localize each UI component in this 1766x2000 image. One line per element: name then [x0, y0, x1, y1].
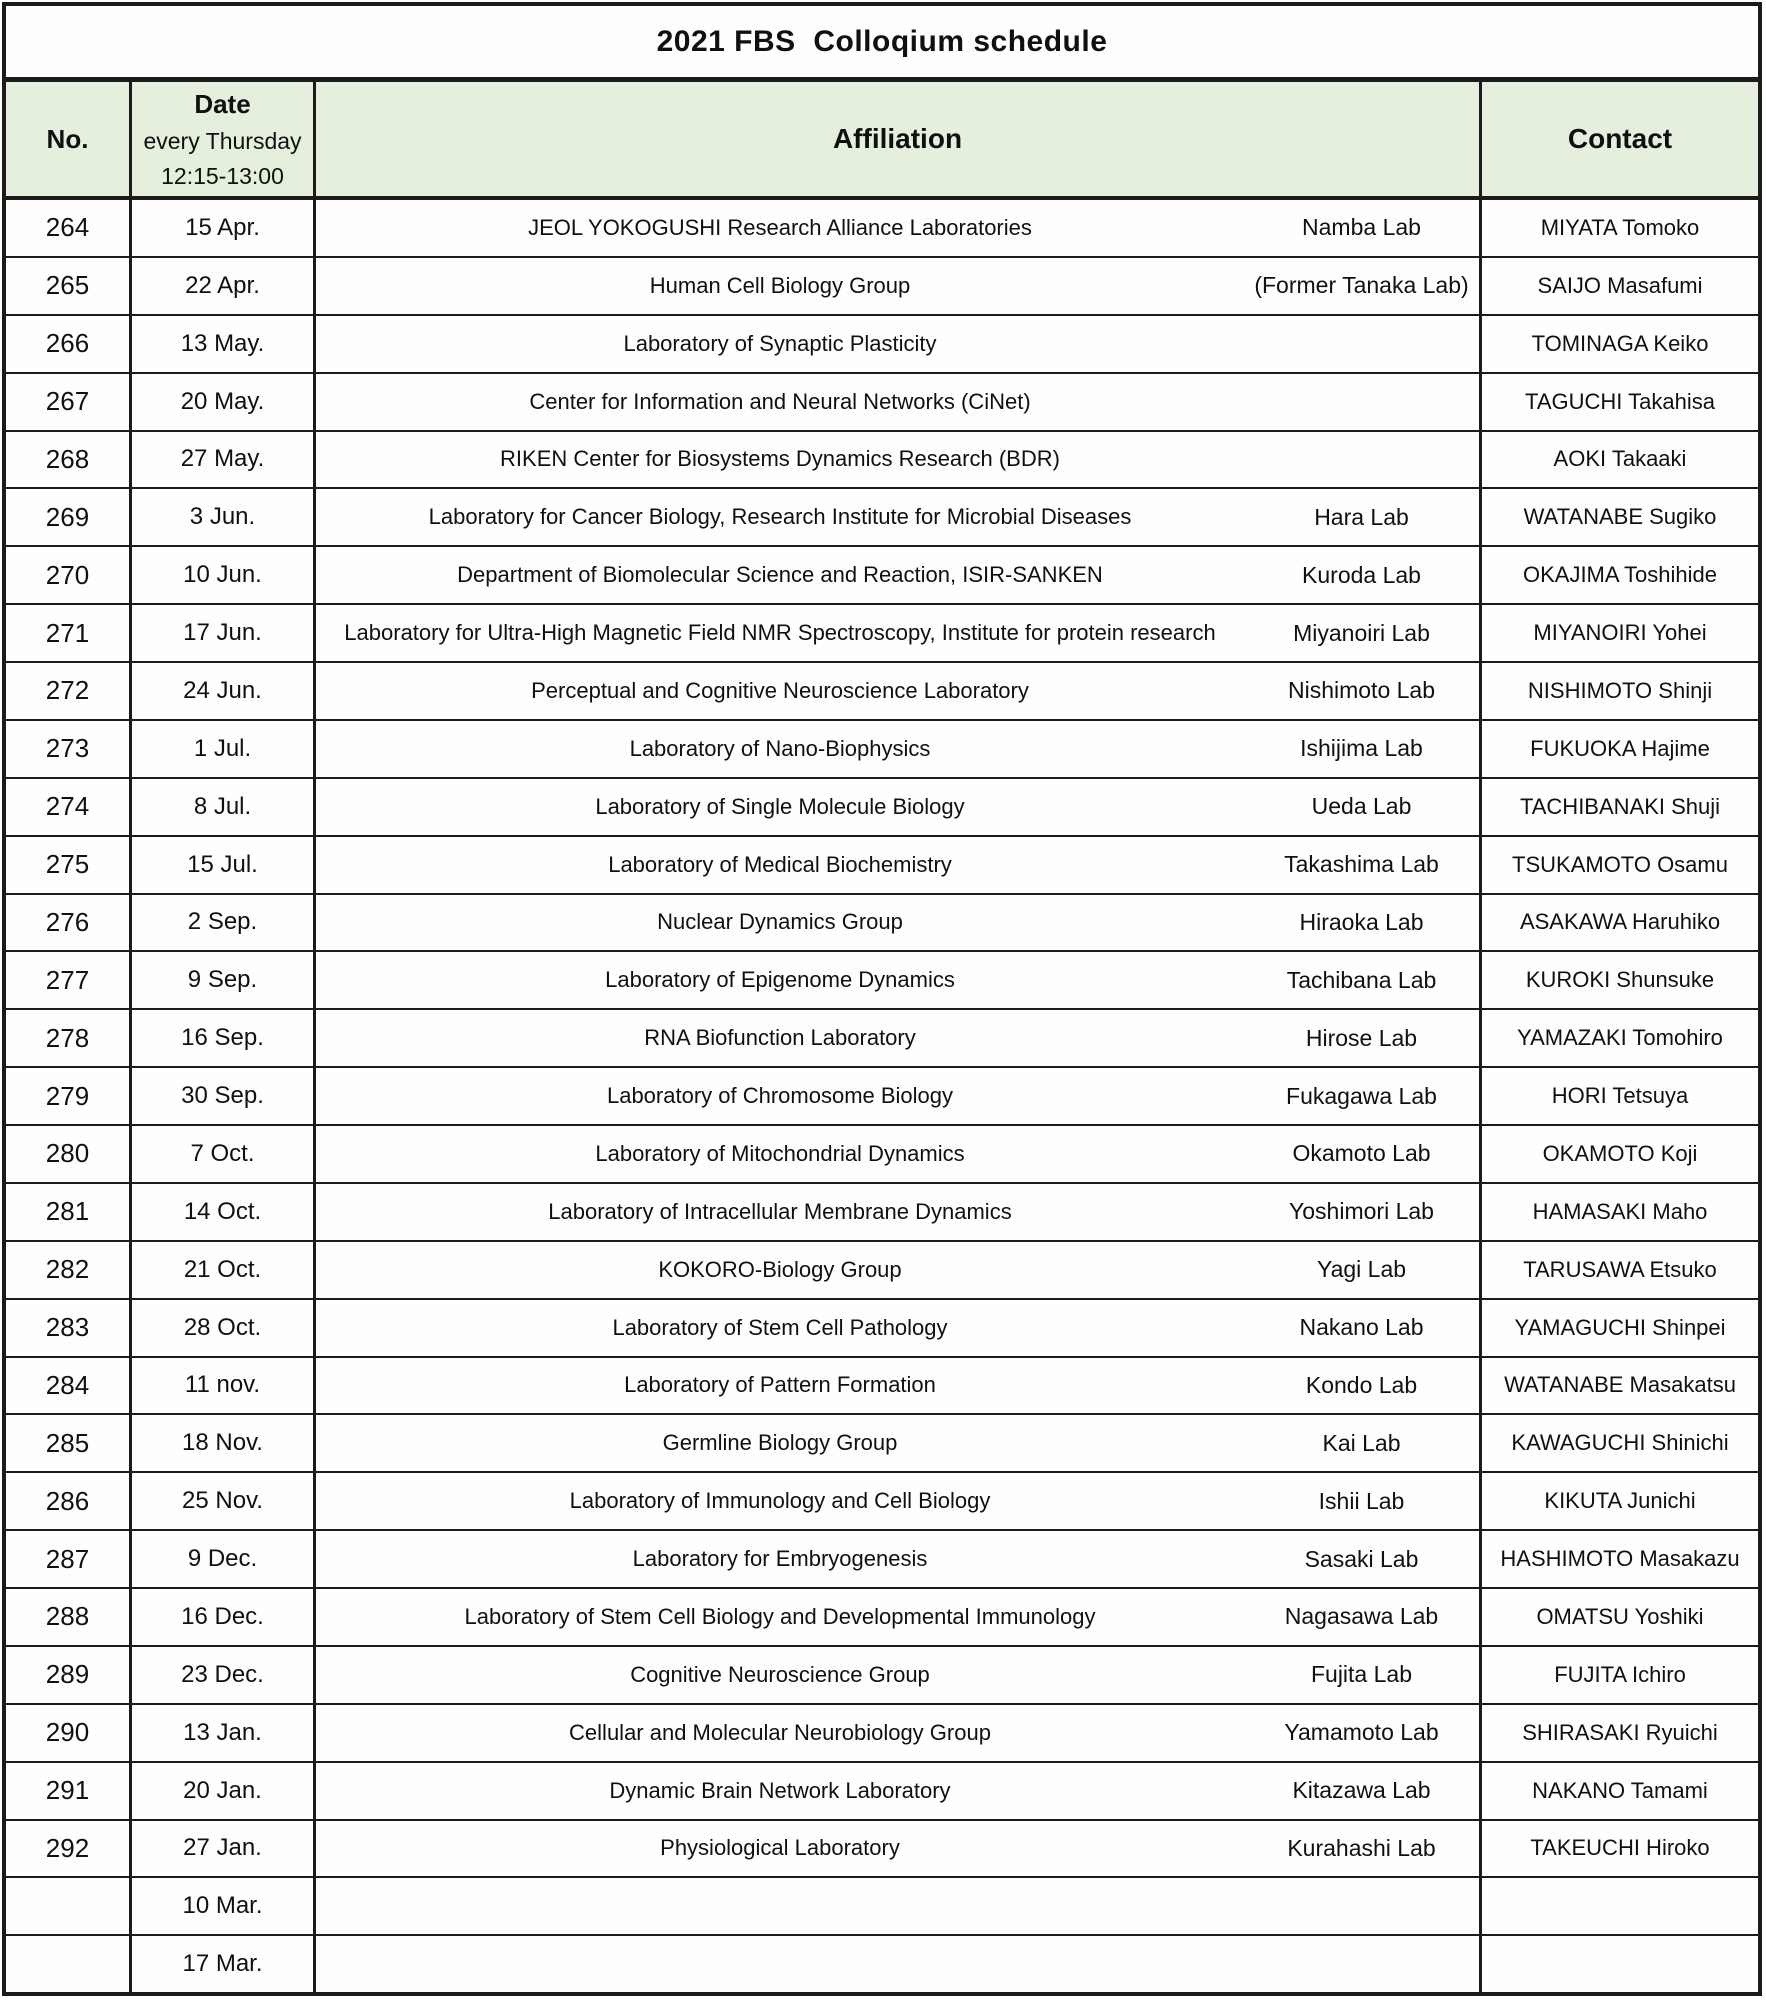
lab-name: Kitazawa Lab — [1292, 1777, 1431, 1804]
contact-cell: MIYATA Tomoko — [1540, 214, 1700, 240]
no-cell: 264 — [6, 200, 132, 256]
affiliation-cell — [316, 721, 1482, 777]
contact-cell: TSUKAMOTO Osamu — [1512, 851, 1728, 877]
affiliation-name: Laboratory of Intracellular Membrane Dynamics — [548, 1198, 1012, 1224]
table-header — [6, 82, 1758, 200]
date-cell: 20 May. — [132, 374, 316, 430]
affiliation-cell — [316, 895, 1482, 951]
table-row — [6, 721, 1758, 779]
no-cell: 279 — [6, 1068, 132, 1124]
table-row — [6, 1184, 1758, 1242]
no-cell: 292 — [6, 1821, 132, 1877]
date-cell: 25 Nov. — [132, 1473, 316, 1529]
affiliation-name: Department of Biomolecular Science and Reaction, ISIR-SANKEN — [457, 562, 1103, 588]
date-cell: 13 May. — [132, 316, 316, 372]
no-cell: 286 — [6, 1473, 132, 1529]
affiliation-name: Laboratory for Cancer Biology, Research Institute for Microbial Diseases — [428, 504, 1132, 530]
lab-name: Kurahashi Lab — [1287, 1834, 1436, 1861]
affiliation-name: KOKORO-Biology Group — [658, 1256, 902, 1282]
lab-name: Sasaki Lab — [1304, 1545, 1419, 1572]
contact-cell: TARUSAWA Etsuko — [1523, 1256, 1717, 1282]
no-cell: 287 — [6, 1531, 132, 1587]
lab-name: Nagasawa Lab — [1284, 1603, 1439, 1630]
affiliation-name: Physiological Laboratory — [660, 1835, 900, 1861]
table-row — [6, 1242, 1758, 1300]
date-cell: 30 Sep. — [132, 1068, 316, 1124]
affiliation-name: Human Cell Biology Group — [649, 272, 911, 298]
header-date-title: Date — [194, 89, 251, 119]
date-cell: 13 Jan. — [132, 1705, 316, 1761]
table-row — [6, 374, 1758, 432]
affiliation-name: Laboratory of Stem Cell Pathology — [612, 1314, 948, 1340]
no-cell: 283 — [6, 1300, 132, 1356]
affiliation-name: Germline Biology Group — [662, 1430, 898, 1456]
contact-cell: TAKEUCHI Hiroko — [1530, 1835, 1710, 1861]
affiliation-cell — [316, 952, 1482, 1008]
date-cell: 2 Sep. — [132, 895, 316, 951]
contact-cell: AOKI Takaaki — [1553, 446, 1687, 472]
no-cell — [6, 1936, 132, 1992]
date-cell: 27 Jan. — [132, 1821, 316, 1877]
contact-cell: OMATSU Yoshiki — [1536, 1603, 1704, 1629]
affiliation-cell — [316, 1821, 1482, 1877]
lab-name: Tachibana Lab — [1286, 966, 1437, 993]
date-cell: 20 Jan. — [132, 1763, 316, 1819]
contact-cell: SAIJO Masafumi — [1537, 272, 1703, 298]
no-cell: 267 — [6, 374, 132, 430]
affiliation-name: Dynamic Brain Network Laboratory — [609, 1777, 951, 1803]
affiliation-name — [316, 1878, 1244, 1934]
table-row — [6, 895, 1758, 953]
affiliation-name: Laboratory for Ultra-High Magnetic Field NMR Spectroscopy, Institute for protein research — [344, 620, 1216, 646]
table-row — [6, 1300, 1758, 1358]
affiliation-name: Perceptual and Cognitive Neuroscience Laboratory — [531, 677, 1029, 703]
table-row — [6, 1647, 1758, 1705]
affiliation-name: Laboratory of Mitochondrial Dynamics — [595, 1140, 965, 1166]
lab-name: Ishijima Lab — [1300, 735, 1423, 762]
no-cell: 289 — [6, 1647, 132, 1703]
lab-name: Fukagawa Lab — [1286, 1082, 1437, 1109]
affiliation-cell — [316, 1473, 1482, 1529]
affiliation-cell — [316, 1531, 1482, 1587]
affiliation-cell — [316, 1184, 1482, 1240]
affiliation-cell — [316, 1763, 1482, 1819]
no-cell: 277 — [6, 952, 132, 1008]
header-contact: Contact — [1567, 123, 1673, 154]
lab-name: (Former Tanaka Lab) — [1254, 272, 1469, 299]
affiliation-name: Laboratory of Synaptic Plasticity — [623, 330, 937, 356]
lab-name: Takashima Lab — [1284, 851, 1439, 878]
no-cell: 276 — [6, 895, 132, 951]
date-cell: 10 Mar. — [132, 1878, 316, 1934]
no-cell — [6, 1878, 132, 1934]
date-cell: 9 Sep. — [132, 952, 316, 1008]
affiliation-name: Center for Information and Neural Networks (CiNet) — [529, 388, 1031, 414]
affiliation-cell — [316, 200, 1482, 256]
contact-cell: TACHIBANAKI Shuji — [1519, 793, 1721, 819]
no-cell: 274 — [6, 779, 132, 835]
affiliation-name: Laboratory of Epigenome Dynamics — [605, 967, 955, 993]
lab-name — [1244, 1878, 1479, 1934]
contact-cell: HASHIMOTO Masakazu — [1500, 1546, 1740, 1572]
contact-cell: OKAMOTO Koji — [1542, 1140, 1698, 1166]
affiliation-cell — [316, 316, 1482, 372]
date-cell: 16 Dec. — [132, 1589, 316, 1645]
date-cell: 18 Nov. — [132, 1415, 316, 1471]
table-row — [6, 432, 1758, 490]
date-cell: 16 Sep. — [132, 1010, 316, 1066]
affiliation-cell — [316, 258, 1482, 314]
contact-cell: KIKUTA Junichi — [1544, 1488, 1696, 1514]
table-row — [6, 1589, 1758, 1647]
affiliation-cell — [316, 1126, 1482, 1182]
affiliation-name: Nuclear Dynamics Group — [657, 909, 903, 935]
table-row — [6, 952, 1758, 1010]
no-cell: 270 — [6, 547, 132, 603]
header-date-time: 12:15-13:00 — [161, 162, 284, 189]
table-row — [6, 1126, 1758, 1184]
no-cell: 291 — [6, 1763, 132, 1819]
affiliation-cell — [316, 489, 1482, 545]
table-row — [6, 1936, 1758, 1992]
table-row — [6, 837, 1758, 895]
header-date — [132, 82, 316, 196]
contact-cell: TOMINAGA Keiko — [1531, 330, 1709, 356]
contact-cell: FUKUOKA Hajime — [1530, 735, 1710, 761]
lab-name — [1244, 432, 1479, 488]
affiliation-name: Laboratory of Stem Cell Biology and Developmental Immunology — [464, 1603, 1096, 1629]
date-cell: 3 Jun. — [132, 489, 316, 545]
table-row — [6, 663, 1758, 721]
no-cell: 282 — [6, 1242, 132, 1298]
header-date-subtitle: every Thursday — [143, 128, 302, 154]
lab-name: Miyanoiri Lab — [1293, 619, 1430, 646]
contact-cell: NAKANO Tamami — [1532, 1777, 1708, 1803]
date-cell: 28 Oct. — [132, 1300, 316, 1356]
date-cell: 17 Jun. — [132, 605, 316, 661]
lab-name — [1244, 1936, 1479, 1992]
date-cell: 1 Jul. — [132, 721, 316, 777]
affiliation-cell — [316, 779, 1482, 835]
no-cell: 281 — [6, 1184, 132, 1240]
table-row — [6, 1821, 1758, 1879]
lab-name: Yoshimori Lab — [1289, 1198, 1434, 1225]
affiliation-cell — [316, 1878, 1482, 1934]
header-affiliation: Affiliation — [316, 82, 1482, 196]
lab-name: Yamamoto Lab — [1284, 1719, 1439, 1746]
date-cell: 21 Oct. — [132, 1242, 316, 1298]
contact-cell: FUJITA Ichiro — [1554, 1661, 1686, 1687]
affiliation-name: Laboratory of Single Molecule Biology — [595, 793, 965, 819]
affiliation-name: Laboratory for Embryogenesis — [632, 1546, 928, 1572]
contact-cell: YAMAGUCHI Shinpei — [1514, 1314, 1726, 1340]
contact-cell — [1482, 1936, 1758, 1992]
date-cell: 24 Jun. — [132, 663, 316, 719]
affiliation-name: Laboratory of Chromosome Biology — [606, 1083, 954, 1109]
table-row — [6, 1473, 1758, 1531]
contact-cell: HAMASAKI Maho — [1532, 1198, 1708, 1224]
table-row — [6, 779, 1758, 837]
lab-name: Kai Lab — [1322, 1429, 1401, 1456]
affiliation-cell — [316, 1010, 1482, 1066]
lab-name — [1244, 316, 1479, 372]
affiliation-name: RNA Biofunction Laboratory — [644, 1025, 916, 1051]
affiliation-name: Laboratory of Medical Biochemistry — [608, 851, 952, 877]
page-title: 2021 FBS Colloqium schedule — [6, 6, 1758, 82]
date-cell: 27 May. — [132, 432, 316, 488]
lab-name: Hirose Lab — [1305, 1024, 1418, 1051]
contact-cell: TAGUCHI Takahisa — [1525, 388, 1715, 414]
table-body — [6, 200, 1758, 1992]
date-cell: 14 Oct. — [132, 1184, 316, 1240]
affiliation-cell — [316, 1647, 1482, 1703]
contact-cell: HORI Tetsuya — [1551, 1083, 1689, 1109]
no-cell: 265 — [6, 258, 132, 314]
lab-name: Yagi Lab — [1316, 1256, 1407, 1283]
lab-name: Hara Lab — [1314, 503, 1409, 530]
lab-name: Namba Lab — [1302, 214, 1421, 241]
affiliation-name: Cellular and Molecular Neurobiology Group — [569, 1719, 991, 1745]
lab-name: Fujita Lab — [1310, 1661, 1412, 1688]
date-cell: 15 Jul. — [132, 837, 316, 893]
lab-name: Ueda Lab — [1311, 793, 1412, 820]
affiliation-cell — [316, 1068, 1482, 1124]
affiliation-cell — [316, 1358, 1482, 1414]
date-cell: 17 Mar. — [132, 1936, 316, 1992]
table-row — [6, 258, 1758, 316]
no-cell: 284 — [6, 1358, 132, 1414]
table-row — [6, 1358, 1758, 1416]
table-row — [6, 1010, 1758, 1068]
no-cell: 269 — [6, 489, 132, 545]
table-row — [6, 1415, 1758, 1473]
no-cell: 271 — [6, 605, 132, 661]
no-cell: 278 — [6, 1010, 132, 1066]
no-cell: 272 — [6, 663, 132, 719]
affiliation-cell — [316, 1705, 1482, 1761]
contact-cell: SHIRASAKI Ryuichi — [1522, 1719, 1718, 1745]
lab-name: Kondo Lab — [1305, 1371, 1418, 1398]
date-cell: 22 Apr. — [132, 258, 316, 314]
table-row — [6, 1068, 1758, 1126]
no-cell: 266 — [6, 316, 132, 372]
lab-name: Okamoto Lab — [1292, 1140, 1431, 1167]
contact-cell: YAMAZAKI Tomohiro — [1517, 1025, 1723, 1051]
contact-cell: NISHIMOTO Shinji — [1527, 677, 1713, 703]
table-row — [6, 489, 1758, 547]
date-cell: 11 nov. — [132, 1358, 316, 1414]
affiliation-name: RIKEN Center for Biosystems Dynamics Research (BDR) — [500, 446, 1060, 472]
affiliation-name: Cognitive Neuroscience Group — [630, 1661, 930, 1687]
schedule-table — [2, 2, 1762, 1996]
contact-cell: KAWAGUCHI Shinichi — [1511, 1430, 1729, 1456]
affiliation-cell — [316, 1415, 1482, 1471]
date-cell: 10 Jun. — [132, 547, 316, 603]
no-cell: 280 — [6, 1126, 132, 1182]
table-row — [6, 605, 1758, 663]
affiliation-name — [316, 1936, 1244, 1992]
date-cell: 23 Dec. — [132, 1647, 316, 1703]
lab-name: Hiraoka Lab — [1299, 908, 1424, 935]
contact-cell: ASAKAWA Haruhiko — [1519, 909, 1721, 935]
affiliation-name: Laboratory of Pattern Formation — [624, 1372, 936, 1398]
affiliation-name: Laboratory of Nano-Biophysics — [629, 735, 931, 761]
lab-name: Kuroda Lab — [1302, 561, 1421, 588]
lab-name: Ishii Lab — [1318, 1487, 1405, 1514]
affiliation-cell — [316, 1300, 1482, 1356]
affiliation-cell — [316, 1589, 1482, 1645]
header-no: No. — [6, 82, 132, 196]
affiliation-cell — [316, 1242, 1482, 1298]
affiliation-cell — [316, 432, 1482, 488]
date-cell: 8 Jul. — [132, 779, 316, 835]
table-row — [6, 1705, 1758, 1763]
lab-name: Nishimoto Lab — [1287, 677, 1436, 704]
contact-cell: WATANABE Masakatsu — [1504, 1372, 1736, 1398]
affiliation-cell — [316, 1936, 1482, 1992]
affiliation-cell — [316, 374, 1482, 430]
contact-cell: WATANABE Sugiko — [1523, 504, 1717, 530]
date-cell: 15 Apr. — [132, 200, 316, 256]
table-row — [6, 547, 1758, 605]
contact-cell: OKAJIMA Toshihide — [1522, 562, 1718, 588]
affiliation-cell — [316, 547, 1482, 603]
date-cell: 7 Oct. — [132, 1126, 316, 1182]
contact-cell — [1482, 1878, 1758, 1934]
no-cell: 275 — [6, 837, 132, 893]
table-row — [6, 1763, 1758, 1821]
no-cell: 285 — [6, 1415, 132, 1471]
affiliation-name: Laboratory of Immunology and Cell Biology — [569, 1488, 991, 1514]
table-row — [6, 1878, 1758, 1936]
affiliation-cell — [316, 837, 1482, 893]
table-row — [6, 1531, 1758, 1589]
contact-cell: KUROKI Shunsuke — [1525, 967, 1715, 993]
affiliation-cell — [316, 663, 1482, 719]
contact-cell: MIYANOIRI Yohei — [1533, 620, 1707, 646]
no-cell: 288 — [6, 1589, 132, 1645]
no-cell: 290 — [6, 1705, 132, 1761]
lab-name — [1244, 374, 1479, 430]
lab-name: Nakano Lab — [1299, 1314, 1424, 1341]
affiliation-cell — [316, 605, 1482, 661]
table-row — [6, 200, 1758, 258]
no-cell: 273 — [6, 721, 132, 777]
table-row — [6, 316, 1758, 374]
date-cell: 9 Dec. — [132, 1531, 316, 1587]
no-cell: 268 — [6, 432, 132, 488]
affiliation-name: JEOL YOKOGUSHI Research Alliance Laboratories — [528, 214, 1032, 240]
